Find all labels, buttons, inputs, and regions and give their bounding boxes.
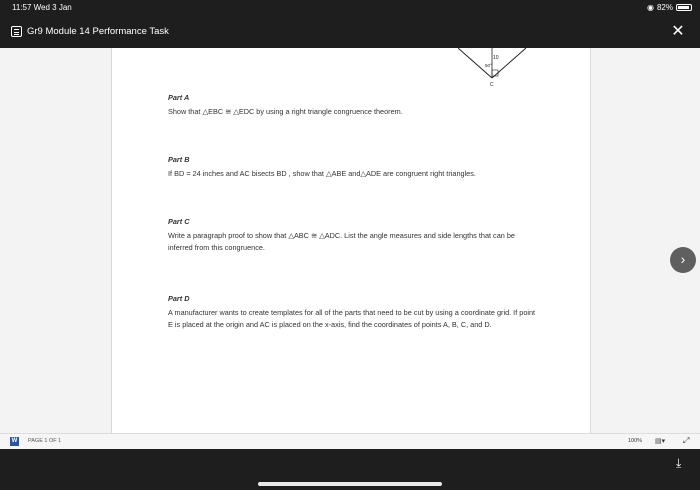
part-a-heading: Part A bbox=[168, 93, 190, 102]
figure-label-10: 10 bbox=[493, 55, 499, 61]
view-options-icon[interactable]: ▤▾ bbox=[655, 438, 666, 445]
bottom-toolbar bbox=[0, 449, 700, 490]
document-page bbox=[111, 48, 591, 433]
title-bar bbox=[0, 16, 700, 48]
close-button[interactable]: ✕ bbox=[671, 23, 685, 40]
part-b-text: If BD = 24 inches and AC bisects BD , show that △ABE and△ADE are congruent right triangles. bbox=[168, 169, 476, 178]
document-viewer[interactable] bbox=[0, 48, 700, 433]
part-d bbox=[168, 293, 538, 331]
part-d-text: A manufacturer wants to create templates for all of the parts that need to be cut by using a coordinate grid. If point E is placed at the origin and AC is placed on the x-axis, find the coordinates of points A, B, C, and D. bbox=[168, 308, 536, 329]
status-time: 11:57 Wed 3 Jan bbox=[12, 3, 72, 12]
battery-icon bbox=[676, 4, 692, 11]
page-indicator: PAGE 1 OF 1 bbox=[28, 438, 62, 444]
kite-figure bbox=[458, 48, 578, 90]
part-d-heading: Part D bbox=[168, 294, 190, 303]
figure-label-c: C bbox=[490, 82, 494, 88]
part-a bbox=[168, 92, 538, 118]
part-b-heading: Part B bbox=[168, 155, 190, 164]
status-indicators bbox=[647, 3, 692, 12]
figure-angle-label: 50° bbox=[485, 63, 492, 68]
status-bar bbox=[0, 0, 700, 16]
expand-icon[interactable]: ⤢ bbox=[683, 436, 690, 445]
battery-percent: 82% bbox=[656, 3, 673, 12]
part-b bbox=[168, 154, 538, 180]
part-a-text: Show that △EBC ≅ △EDC by using a right triangle congruence theorem. bbox=[168, 107, 403, 116]
part-c-heading: Part C bbox=[168, 217, 190, 226]
home-indicator[interactable] bbox=[258, 482, 442, 486]
document-footer-bar bbox=[0, 433, 700, 450]
document-icon bbox=[11, 26, 22, 37]
zoom-level[interactable]: 100% bbox=[628, 438, 643, 444]
word-doc-icon: W bbox=[11, 438, 18, 444]
next-page-button[interactable]: › bbox=[670, 247, 696, 273]
download-icon[interactable]: ⤓ bbox=[676, 456, 682, 470]
part-c-text: Write a paragraph proof to show that △ABC ≅ △ADC. List the angle measures and side lengths that can be inferred from this congruence. bbox=[168, 231, 515, 252]
part-c bbox=[168, 216, 538, 254]
wifi-icon: ◉ bbox=[647, 3, 654, 12]
document-title: Gr9 Module 14 Performance Task bbox=[27, 26, 169, 37]
